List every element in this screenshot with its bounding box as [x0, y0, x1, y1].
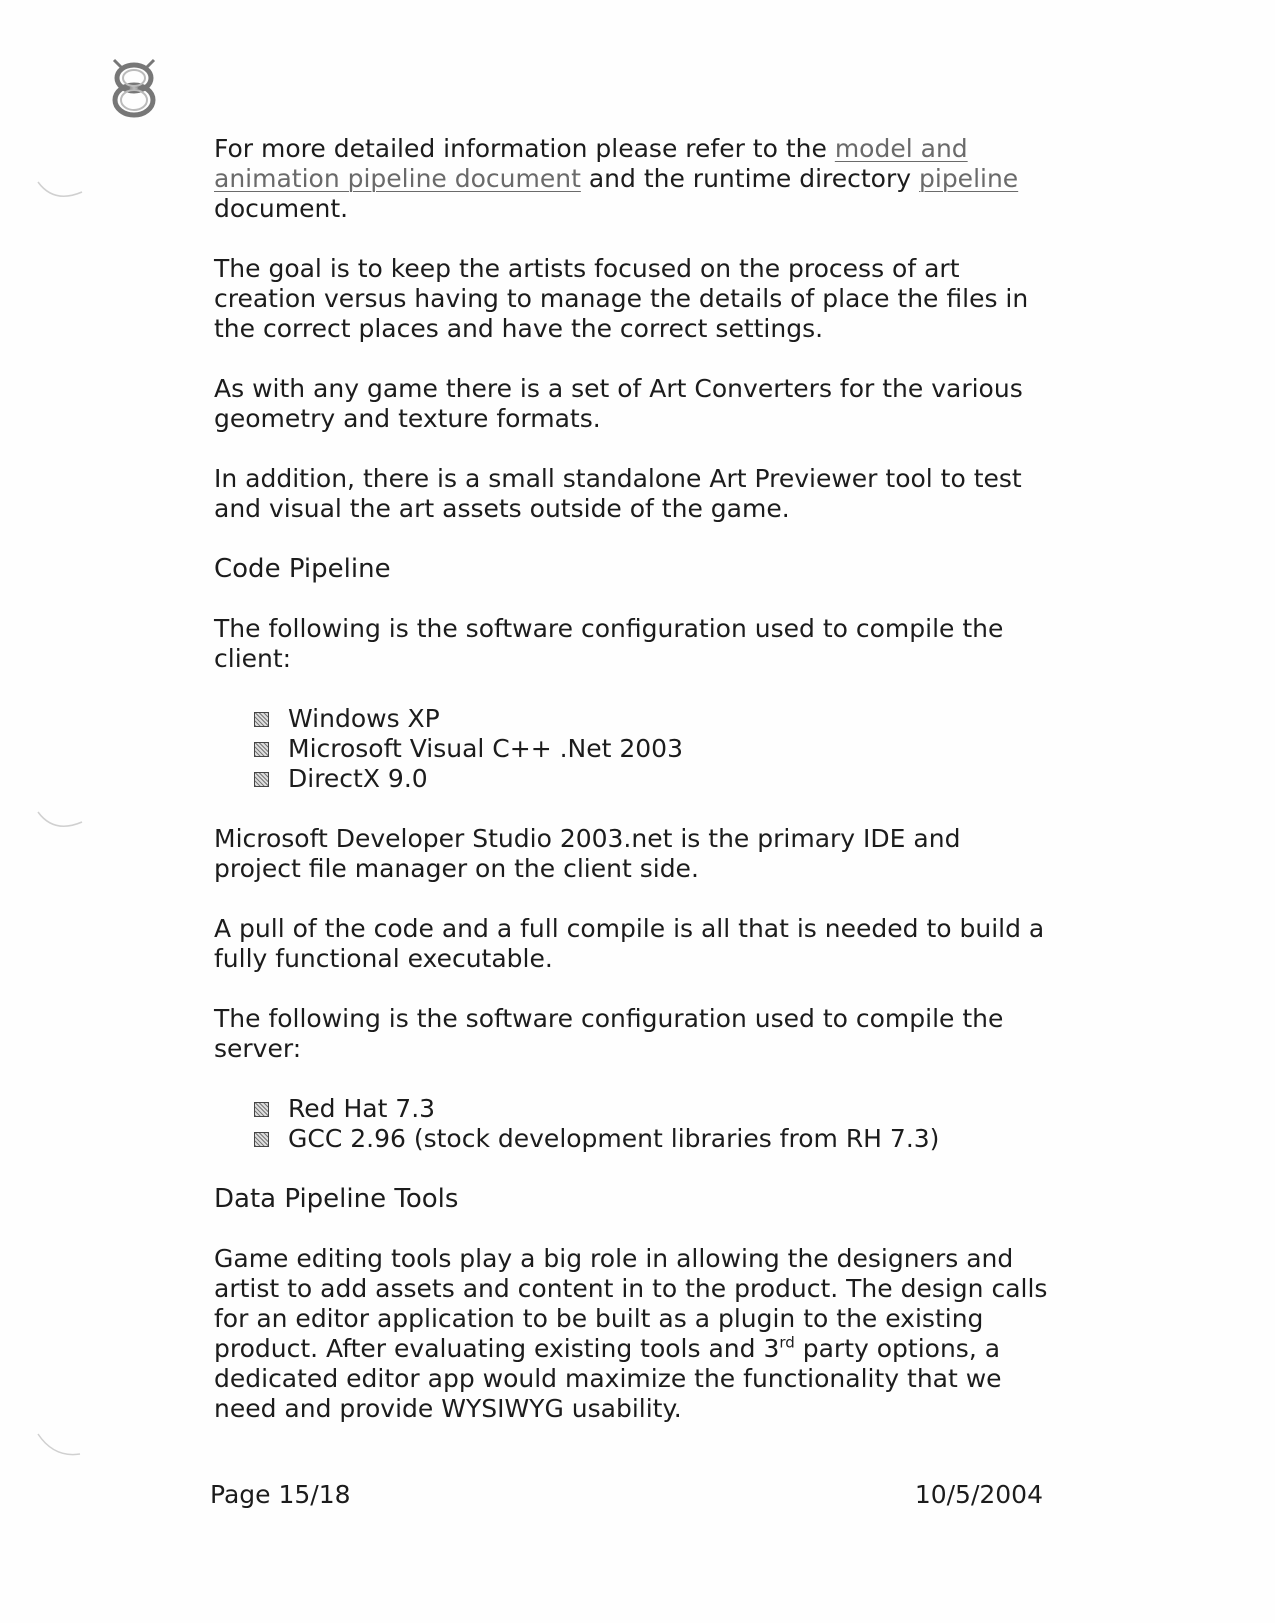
refer-middle: and the runtime directory	[588, 164, 912, 193]
list-item	[254, 1094, 1049, 1124]
punch-hole-mark	[34, 806, 86, 840]
model-animation-pipeline-link[interactable]: model and animation pipeline document	[214, 134, 968, 193]
list-item-text: Red Hat 7.3	[288, 1094, 436, 1123]
list-item-text: Windows XP	[288, 704, 440, 733]
bullet-icon	[254, 1132, 269, 1147]
code-pipeline-heading: Code Pipeline	[214, 554, 391, 584]
punch-hole-mark	[34, 176, 86, 210]
ide-paragraph: Microsoft Developer Studio 2003.net is the primary IDE and project file manager on the client side.	[214, 824, 961, 883]
data-pipeline-text-part2: party options, a dedicated editor app would maximize the functionality that we need and provide WYSIWYG usability.	[214, 1334, 1002, 1423]
document-body	[214, 134, 1049, 1424]
list-item	[254, 704, 1049, 734]
runtime-pipeline-link[interactable]: pipeline	[919, 164, 1019, 193]
list-item-text: GCC 2.96 (stock development libraries from RH 7.3)	[288, 1124, 940, 1153]
refer-prefix: For more detailed information please refer to the	[214, 134, 827, 163]
previewer-paragraph: In addition, there is a small standalone Art Previewer tool to test and visual the art assets outside of the game.	[214, 464, 1022, 523]
ordinal-suffix: rd	[779, 1333, 795, 1352]
data-pipeline-paragraph	[214, 1244, 1049, 1424]
converters-paragraph: As with any game there is a set of Art Converters for the various geometry and texture formats.	[214, 374, 1023, 433]
document-date: 10/5/2004	[914, 1480, 1043, 1509]
client-intro-paragraph: The following is the software configuration used to compile the client:	[214, 614, 1004, 673]
bullet-icon	[254, 712, 269, 727]
goal-paragraph: The goal is to keep the artists focused on the process of art creation versus having to manage the details of place the files in the correct places and have the correct settings.	[214, 254, 1029, 343]
list-item	[254, 734, 1049, 764]
page-number: Page 15/18	[210, 1480, 351, 1509]
bullet-icon	[254, 772, 269, 787]
build-paragraph: A pull of the code and a full compile is all that is needed to build a fully functional executable.	[214, 914, 1045, 973]
refer-paragraph	[214, 134, 1049, 224]
client-config-list	[214, 704, 1049, 794]
logo-icon	[104, 54, 164, 120]
list-item-text: Microsoft Visual C++ .Net 2003	[288, 734, 683, 763]
data-pipeline-heading: Data Pipeline Tools	[214, 1184, 459, 1214]
list-item	[254, 1124, 1049, 1154]
list-item-text: DirectX 9.0	[288, 764, 428, 793]
page-footer	[210, 1480, 1043, 1510]
refer-suffix: document.	[214, 194, 349, 223]
data-pipeline-text-part1: Game editing tools play a big role in allowing the designers and artist to add assets and content in to the product. The design calls for an editor application to be built as a plugin to the existing product. After evaluating existing tools and 3	[214, 1244, 1048, 1363]
server-config-list	[214, 1094, 1049, 1154]
bullet-icon	[254, 1102, 269, 1117]
punch-hole-mark	[34, 1430, 86, 1464]
bullet-icon	[254, 742, 269, 757]
list-item	[254, 764, 1049, 794]
server-intro-paragraph: The following is the software configuration used to compile the server:	[214, 1004, 1004, 1063]
